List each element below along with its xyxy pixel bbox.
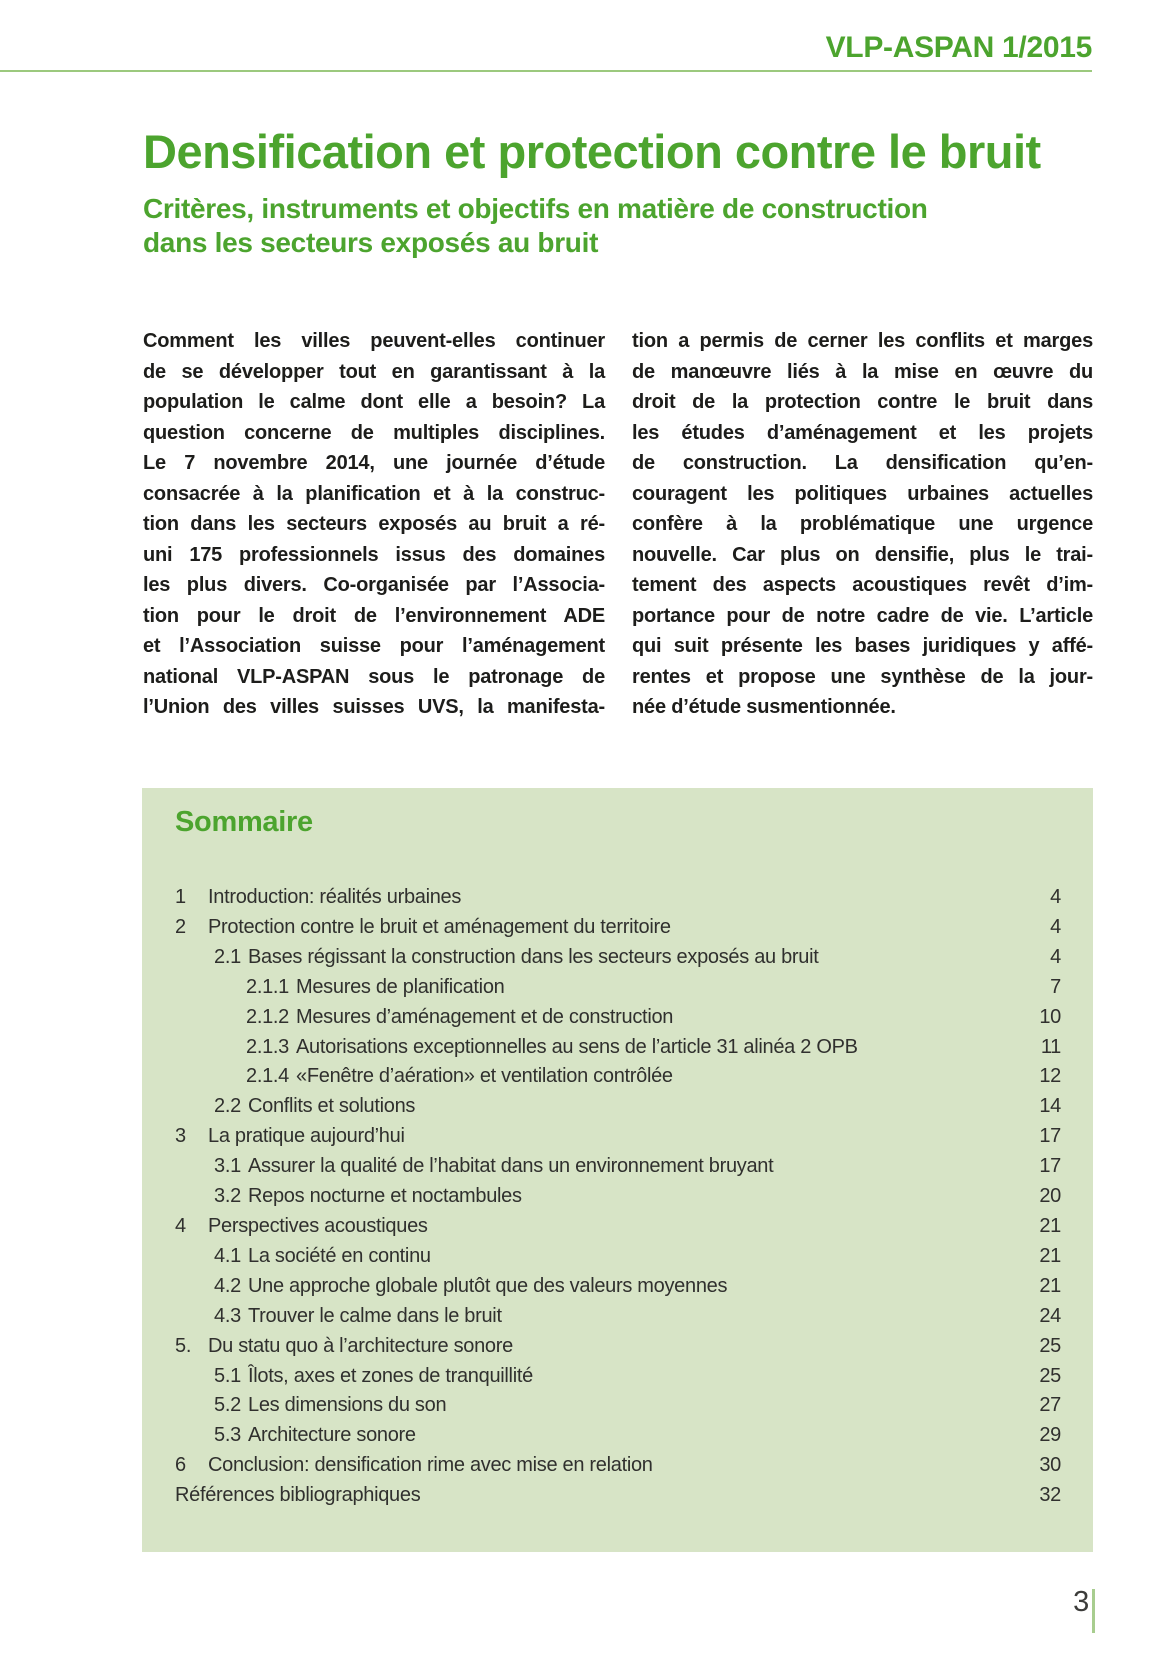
toc-page-number: 21 — [1039, 1244, 1061, 1267]
lead-line: national VLP-ASPAN sous le patronage de — [143, 665, 605, 688]
lead-line: les études d’aménagement et les projets — [632, 421, 1093, 444]
page-footer — [1073, 1588, 1095, 1633]
lead-line: tion a permis de cerner les conflits et marges — [632, 330, 1093, 352]
toc-page-number: 25 — [1039, 1364, 1061, 1387]
toc-number: 2.1.3 — [246, 1035, 289, 1058]
toc-page-number: 11 — [1040, 1035, 1061, 1058]
lead-line: portance pour de notre cadre de vie. L’article — [632, 604, 1093, 627]
toc-row — [214, 1272, 1061, 1302]
table-of-contents — [175, 883, 1061, 1511]
toc-page-number: 21 — [1039, 1274, 1061, 1297]
toc-page-number: 4 — [1050, 915, 1061, 938]
article-title: Densification et protection contre le bruit — [143, 125, 1041, 178]
toc-page-number: 4 — [1050, 886, 1061, 908]
lead-line: question concerne de multiples disciplines. — [143, 421, 605, 444]
lead-line: de construction. La densification qu’en- — [632, 452, 1093, 474]
toc-row — [246, 1033, 1061, 1063]
toc-label: Architecture sonore — [248, 1424, 416, 1447]
article-subtitle-line: Critères, instruments et objectifs en matière de construction — [143, 193, 928, 224]
lead-line: qui suit présente les bases juridiques y affé- — [632, 635, 1093, 657]
toc-page-number: 25 — [1039, 1334, 1061, 1357]
toc-row — [175, 913, 1061, 943]
page-number: 3 — [1073, 1586, 1089, 1618]
lead-line: tement des aspects acoustiques revêt d’im- — [632, 574, 1093, 596]
page-number-bar — [1092, 1589, 1095, 1633]
toc-number: 5. — [175, 1334, 192, 1357]
toc-row — [214, 1421, 1061, 1451]
toc-page-number: 32 — [1039, 1484, 1061, 1507]
toc-number: 2.1.2 — [246, 1005, 289, 1028]
lead-line: Le 7 novembre 2014, une journée d’étude — [143, 452, 605, 474]
toc-number: 6 — [175, 1454, 186, 1477]
toc-number: 5.2 — [214, 1394, 241, 1417]
lead-line: uni 175 professionnels issus des domaines — [143, 543, 605, 566]
toc-label: Perspectives acoustiques — [208, 1214, 428, 1237]
toc-label: Repos nocturne et noctambules — [248, 1185, 522, 1208]
toc-label: Une approche globale plutôt que des valeurs moyennes — [248, 1274, 728, 1297]
toc-page-number: 17 — [1039, 1125, 1061, 1148]
toc-row — [175, 1212, 1061, 1242]
toc-page-number: 27 — [1039, 1394, 1061, 1417]
toc-page-number: 17 — [1039, 1155, 1061, 1178]
toc-number: 2 — [175, 915, 186, 938]
toc-number: 2.1.1 — [246, 975, 289, 998]
toc-row — [246, 1003, 1061, 1033]
lead-line: l’Union des villes suisses UVS, la manifesta- — [143, 696, 605, 718]
toc-page-number: 10 — [1039, 1005, 1061, 1028]
lead-line: population le calme dont elle a besoin? La — [143, 391, 605, 413]
toc-number: 5.1 — [214, 1364, 241, 1387]
lead-line: confère à la problématique une urgence — [632, 513, 1093, 535]
toc-label: Mesures de planification — [296, 975, 505, 998]
journal-issue-label: VLP-ASPAN 1/2015 — [825, 31, 1092, 64]
toc-page-number: 4 — [1050, 945, 1061, 968]
lead-line: née d’étude susmentionnée. — [632, 696, 896, 718]
lead-line: droit de la protection contre le bruit dans — [632, 391, 1093, 413]
toc-row — [246, 973, 1061, 1003]
toc-label: Mesures d’aménagement et de construction — [296, 1005, 674, 1028]
sommaire-box — [142, 788, 1093, 1552]
toc-page-number: 12 — [1039, 1065, 1061, 1088]
toc-page-number: 14 — [1039, 1095, 1061, 1118]
toc-row — [214, 1092, 1061, 1122]
toc-row — [214, 1302, 1061, 1332]
toc-label: Conclusion: densification rime avec mise en relation — [208, 1454, 653, 1477]
lead-line: de manœuvre liés à la mise en œuvre du — [632, 360, 1093, 383]
toc-number: 1 — [175, 886, 186, 908]
lead-line: nouvelle. Car plus on densifie, plus le trai- — [632, 543, 1093, 566]
toc-label: Introduction: réalités urbaines — [208, 886, 462, 908]
lead-line: consacrée à la planification et à la construc- — [143, 482, 605, 505]
toc-number: 4.3 — [214, 1304, 241, 1327]
toc-label: Trouver le calme dans le bruit — [248, 1304, 502, 1327]
lead-column-left — [143, 326, 605, 723]
toc-page-number: 24 — [1039, 1304, 1061, 1327]
toc-number: 4 — [175, 1214, 186, 1237]
toc-page-number: 7 — [1050, 975, 1061, 998]
toc-number: 3 — [175, 1125, 186, 1148]
toc-number: 3.1 — [214, 1155, 241, 1178]
toc-label: Assurer la qualité de l’habitat dans un environnement bruyant — [248, 1155, 774, 1178]
toc-row — [214, 1152, 1061, 1182]
lead-column-right — [632, 326, 1093, 723]
toc-label: La société en continu — [248, 1244, 431, 1267]
toc-number: 2.1.4 — [246, 1065, 289, 1088]
lead-line: rentes et propose une synthèse de la jour- — [632, 665, 1093, 688]
toc-number: 4.2 — [214, 1274, 241, 1297]
toc-row — [214, 1182, 1061, 1212]
lead-line: et l’Association suisse pour l’aménagement — [143, 635, 605, 657]
article-subtitle — [143, 192, 1133, 260]
header-rule — [0, 70, 1092, 72]
toc-label: Autorisations exceptionnelles au sens de l’article 31 alinéa 2 OPB — [296, 1035, 858, 1058]
toc-page-number: 29 — [1039, 1424, 1061, 1447]
toc-row — [214, 943, 1061, 973]
lead-line: de se développer tout en garantissant à la — [143, 360, 605, 383]
toc-row — [175, 883, 1061, 913]
lead-line: les plus divers. Co-organisée par l’Associa- — [143, 574, 605, 596]
toc-row — [175, 1481, 1061, 1511]
toc-page-number: 20 — [1039, 1185, 1061, 1208]
toc-page-number: 30 — [1039, 1454, 1061, 1477]
lead-line: tion dans les secteurs exposés au bruit a ré- — [143, 513, 605, 535]
lead-line: tion pour le droit de l’environnement ADE — [143, 604, 605, 627]
toc-number: 5.3 — [214, 1424, 241, 1447]
toc-row — [175, 1122, 1061, 1152]
toc-row — [214, 1391, 1061, 1421]
toc-label: Protection contre le bruit et aménagement du territoire — [208, 915, 671, 938]
toc-row — [214, 1362, 1061, 1392]
toc-number: 4.1 — [214, 1244, 241, 1267]
toc-label: Références bibliographiques — [175, 1484, 421, 1507]
toc-label: La pratique aujourd’hui — [208, 1125, 405, 1148]
article-subtitle-line: dans les secteurs exposés au bruit — [143, 227, 599, 258]
toc-page-number: 21 — [1039, 1214, 1061, 1237]
toc-label: Îlots, axes et zones de tranquillité — [248, 1364, 533, 1387]
toc-label: Du statu quo à l’architecture sonore — [208, 1334, 513, 1357]
toc-row — [175, 1451, 1061, 1481]
toc-row — [214, 1242, 1061, 1272]
toc-label: «Fenêtre d’aération» et ventilation contrôlée — [296, 1065, 673, 1088]
toc-label: Les dimensions du son — [248, 1394, 447, 1417]
lead-line: Comment les villes peuvent-elles continuer — [143, 330, 605, 352]
toc-number: 2.2 — [214, 1095, 241, 1118]
sommaire-heading: Sommaire — [175, 806, 313, 838]
toc-number: 3.2 — [214, 1185, 241, 1208]
toc-label: Bases régissant la construction dans les secteurs exposés au bruit — [248, 945, 819, 968]
lead-line: couragent les politiques urbaines actuelles — [632, 482, 1093, 505]
lead-paragraph — [143, 326, 1093, 723]
toc-label: Conflits et solutions — [248, 1095, 416, 1118]
toc-row — [175, 1332, 1061, 1362]
toc-row — [246, 1062, 1061, 1092]
toc-number: 2.1 — [214, 945, 241, 968]
